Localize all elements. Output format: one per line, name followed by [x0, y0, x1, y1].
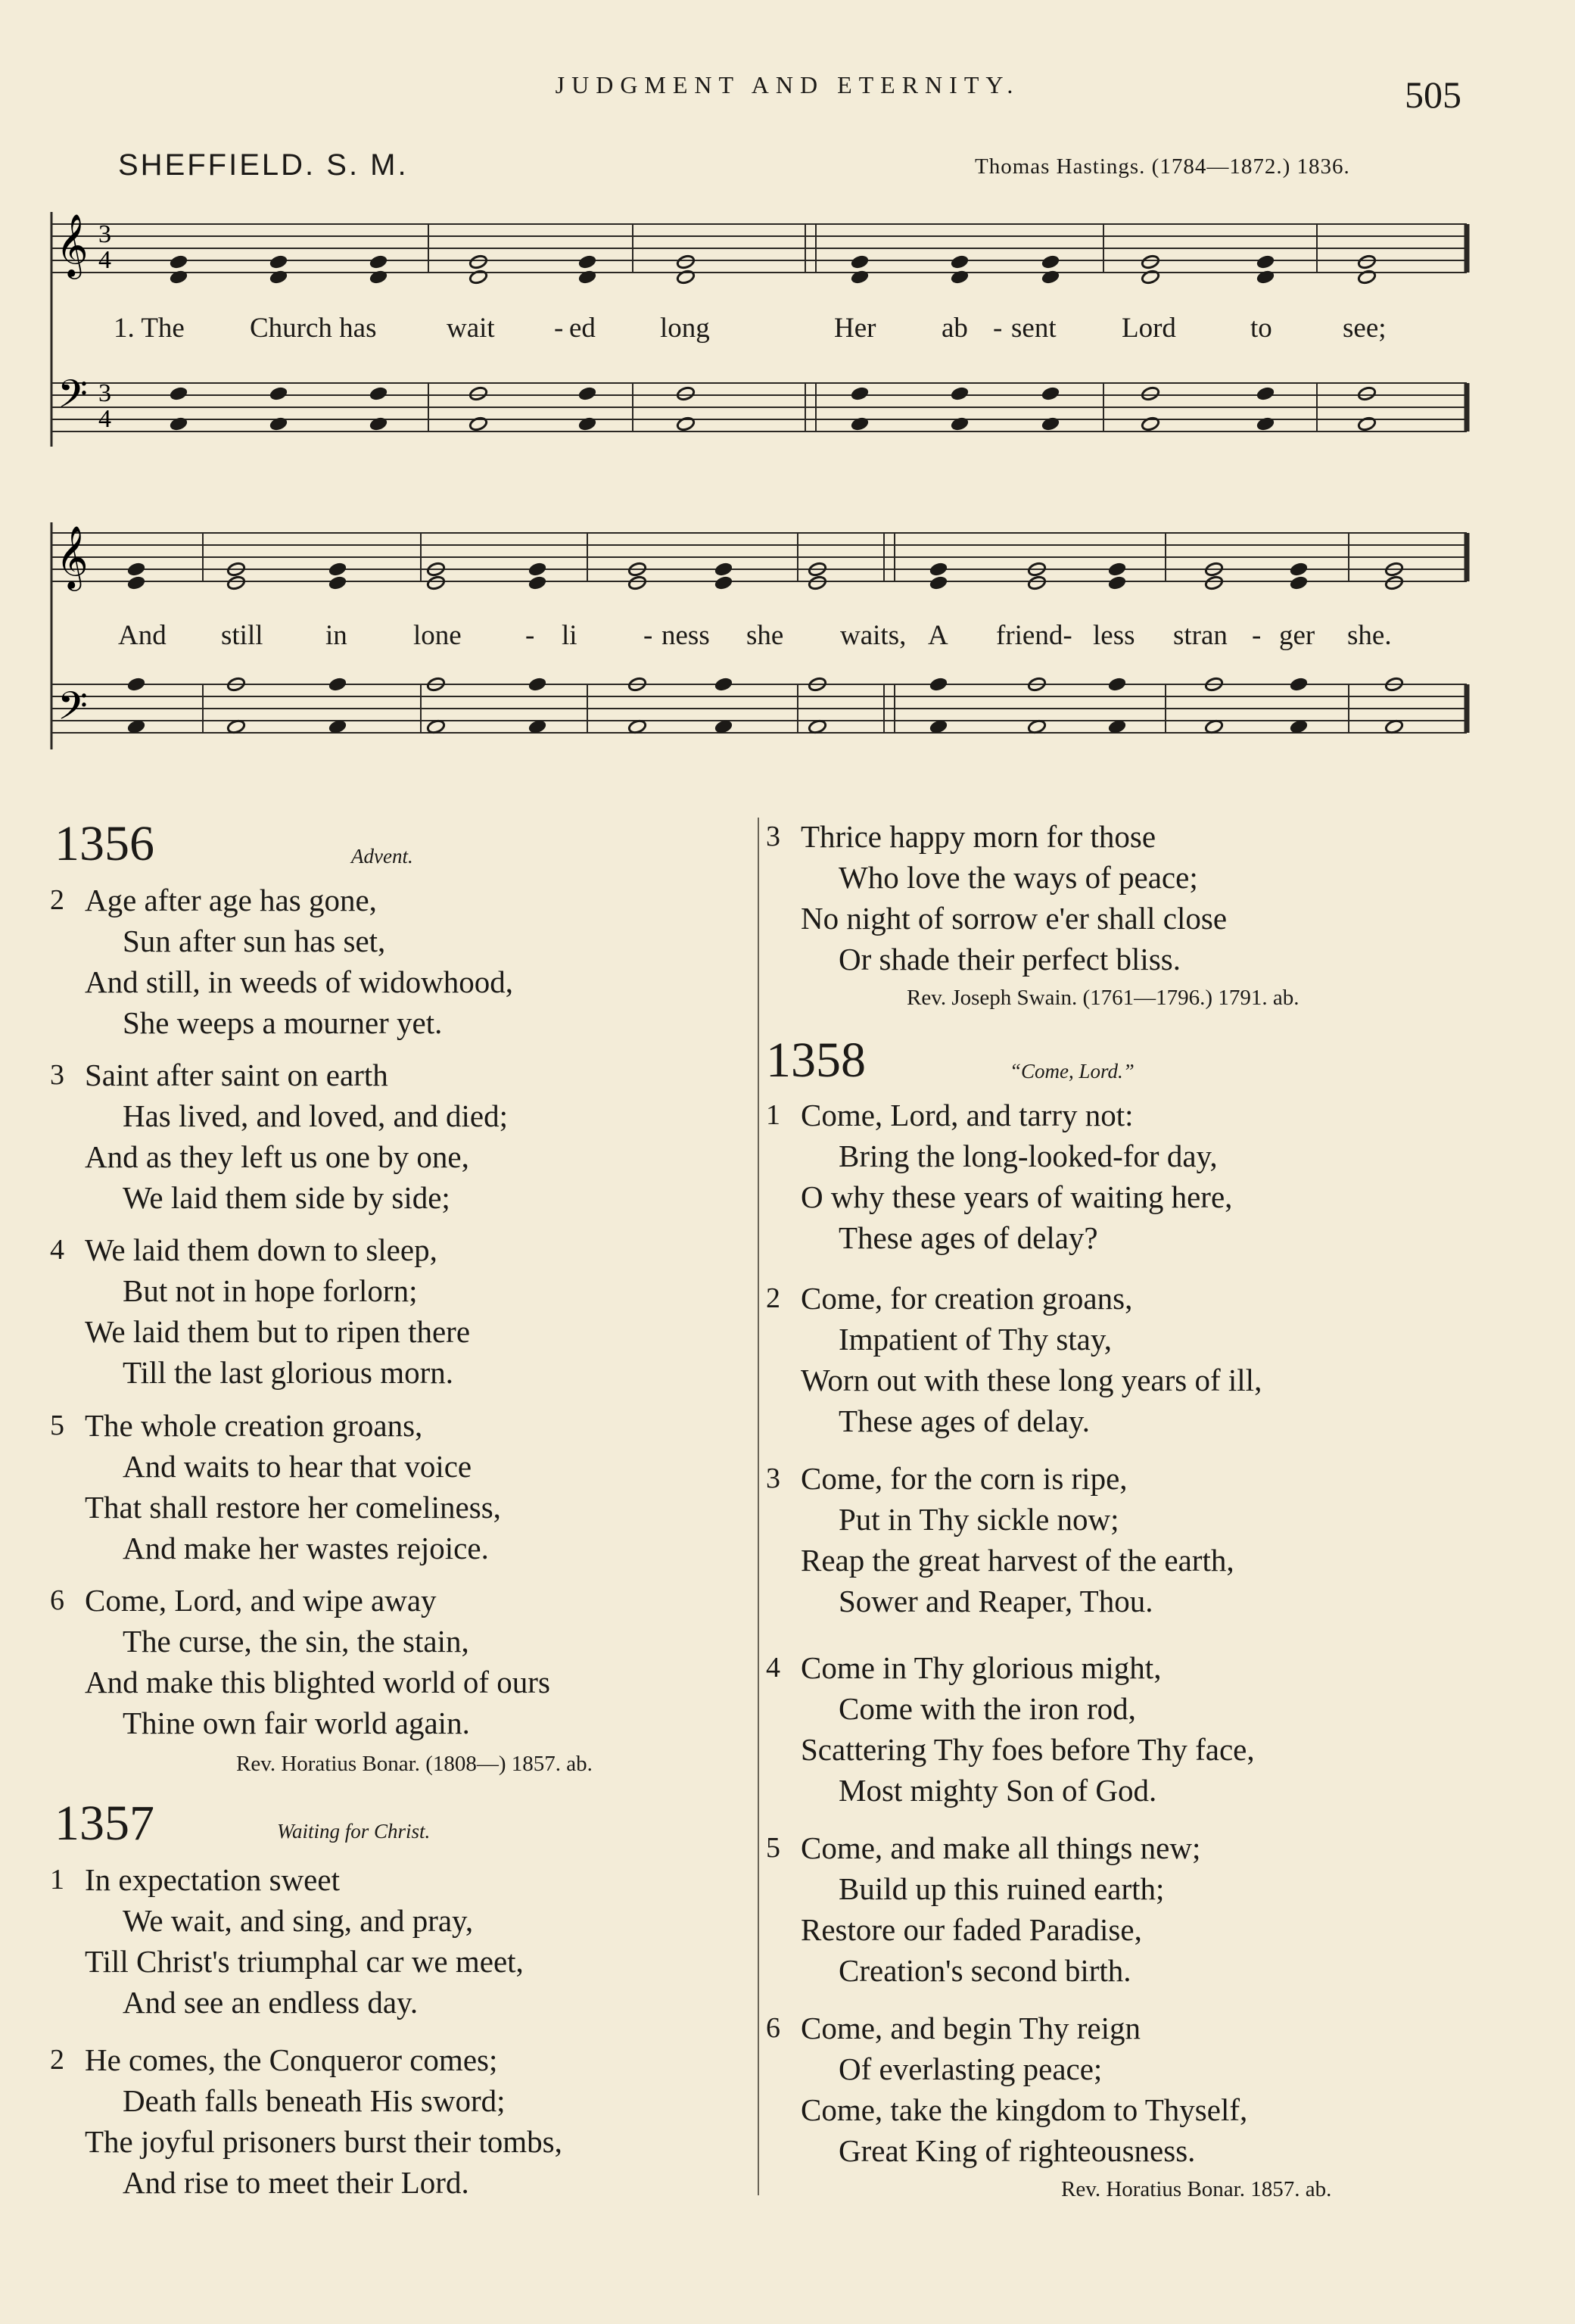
verse-line: Worn out with these long years of ill, — [801, 1363, 1262, 1397]
verse-number: 4 — [766, 1652, 780, 1684]
note-head — [269, 269, 288, 285]
note-head — [468, 386, 487, 402]
verse-line: The joyful prisoners burst their tombs, — [85, 2124, 562, 2159]
hymn-title: Waiting for Christ. — [277, 1820, 431, 1843]
verse-line: Come, and begin Thy reign — [801, 2011, 1141, 2045]
note-head — [929, 562, 948, 578]
note-head — [676, 386, 695, 402]
note-head — [929, 677, 948, 693]
note-head — [1141, 269, 1159, 285]
note-head — [676, 416, 695, 432]
note-head — [676, 254, 695, 270]
note-head — [577, 269, 596, 285]
note-head — [1256, 254, 1275, 270]
note-head — [1041, 416, 1060, 432]
verse-line: He comes, the Conqueror comes; — [85, 2042, 498, 2077]
verse-line: She weeps a mourner yet. — [123, 1005, 443, 1040]
note-head — [1256, 416, 1275, 432]
note-head — [1107, 562, 1126, 578]
tune-composer: Thomas Hastings. (1784—1872.) 1836. — [975, 154, 1350, 179]
lyric-syllable: lone — [413, 620, 462, 651]
lyric-syllable: - — [525, 620, 535, 651]
note-head — [269, 254, 288, 270]
verse-line: We laid them but to ripen there — [85, 1314, 471, 1349]
note-head — [528, 575, 546, 591]
page-number: 505 — [1405, 73, 1461, 116]
verse — [50, 1055, 508, 1218]
note-head — [627, 575, 646, 591]
lyric-syllable: ger — [1279, 620, 1315, 651]
verse-number: 3 — [766, 1463, 780, 1494]
note-head — [950, 269, 969, 285]
note-head — [850, 269, 869, 285]
note-head — [1256, 386, 1275, 402]
verse-line: Bring the long-looked-for day, — [839, 1139, 1218, 1173]
verse-line: Creation's second birth. — [839, 1953, 1131, 1988]
verse — [50, 2039, 562, 2203]
verse-line: Of everlasting peace; — [839, 2051, 1103, 2086]
note-head — [1107, 677, 1126, 693]
verse-line: Impatient of Thy stay, — [839, 1322, 1112, 1357]
verse — [766, 1095, 1233, 1258]
note-head — [1357, 386, 1376, 402]
verse — [50, 1859, 524, 2023]
verse-line: We laid them side by side; — [123, 1180, 450, 1215]
lyric-syllable: wait — [447, 313, 495, 344]
verse-line: And waits to hear that voice — [123, 1449, 472, 1484]
note-head — [1141, 386, 1159, 402]
verse-line: Age after age has gone, — [85, 883, 377, 917]
lyric-syllable: friend- — [996, 620, 1072, 651]
lyric-syllable: less — [1093, 620, 1135, 651]
lyric-syllable: she — [746, 620, 784, 651]
hymn-number: 1358 — [766, 1033, 866, 1088]
lyric-syllable: - — [643, 620, 653, 651]
verse-number: 4 — [50, 1234, 64, 1266]
verse-number: 3 — [766, 821, 780, 852]
verse-line: Has lived, and loved, and died; — [123, 1098, 508, 1133]
hymn-attribution: Rev. Horatius Bonar. (1808—) 1857. ab. — [236, 1752, 593, 1776]
verse-line: Sun after sun has set, — [123, 924, 386, 958]
lyric-syllable: Lord — [1122, 313, 1176, 344]
note-head — [468, 269, 487, 285]
verse-line: That shall restore her comeliness, — [85, 1490, 501, 1525]
note-head — [369, 386, 388, 402]
note-head — [714, 562, 733, 578]
verse-line: Build up this ruined earth; — [839, 1871, 1165, 1906]
column-divider — [758, 818, 759, 2195]
note-head — [577, 254, 596, 270]
verse — [50, 1580, 550, 1743]
bass-clef-icon: 𝄢 — [58, 683, 88, 738]
lyric-syllable: 1. The — [114, 313, 185, 344]
note-head — [328, 677, 347, 693]
note-head — [1256, 269, 1275, 285]
note-head — [1204, 575, 1223, 591]
note-head — [169, 254, 188, 270]
note-head — [1041, 386, 1060, 402]
note-head — [714, 677, 733, 693]
verse-number: 1 — [50, 1864, 64, 1896]
lyric-syllable: in — [325, 620, 347, 651]
note-head — [369, 254, 388, 270]
note-head — [528, 677, 546, 693]
note-head — [714, 575, 733, 591]
verse-line: We wait, and sing, and pray, — [123, 1903, 474, 1938]
verse — [50, 1229, 471, 1393]
verse-line: Put in Thy sickle now; — [839, 1502, 1119, 1537]
verse-number: 5 — [766, 1832, 780, 1864]
verse-line: Death falls beneath His sword; — [123, 2083, 506, 2118]
verse-number: 2 — [50, 2044, 64, 2076]
verse-line: And see an endless day. — [123, 1985, 419, 2020]
note-head — [1289, 575, 1308, 591]
note-head — [328, 562, 347, 578]
note-head — [676, 269, 695, 285]
verse-line: Come, take the kingdom to Thyself, — [801, 2092, 1248, 2127]
note-head — [226, 575, 245, 591]
treble-clef-icon: 𝄞 — [56, 213, 89, 276]
hymn-number: 1357 — [54, 1796, 154, 1851]
lyric-syllable: ed — [569, 313, 596, 344]
note-head — [126, 677, 145, 693]
verse-number: 6 — [766, 2012, 780, 2044]
verse-number: 3 — [50, 1059, 64, 1091]
verse-line: These ages of delay. — [839, 1403, 1091, 1438]
note-head — [850, 254, 869, 270]
note-head — [1041, 254, 1060, 270]
verse-line: Thine own fair world again. — [123, 1706, 470, 1740]
note-head — [426, 575, 445, 591]
note-head — [468, 416, 487, 432]
verse — [766, 1827, 1201, 1991]
lyric-syllable: still — [221, 620, 263, 651]
time-sig-den-treble-1: 4 — [98, 246, 111, 274]
note-head — [126, 562, 145, 578]
verse-line: Saint after saint on earth — [85, 1058, 388, 1092]
verse-line: Till Christ's triumphal car we meet, — [85, 1944, 524, 1979]
time-sig-num-treble-1: 3 — [98, 220, 111, 248]
note-head — [1041, 269, 1060, 285]
note-head — [1357, 269, 1376, 285]
verse-line: Scattering Thy foes before Thy face, — [801, 1732, 1255, 1767]
verse-number: 6 — [50, 1584, 64, 1616]
lyric-syllable: - — [993, 313, 1003, 344]
lyric-syllable: long — [660, 313, 710, 344]
verse-line: Come, for creation groans, — [801, 1281, 1133, 1316]
note-head — [950, 416, 969, 432]
verse-line: Most mighty Son of God. — [839, 1773, 1157, 1808]
verse-line: Or shade their perfect bliss. — [839, 942, 1181, 977]
verse-line: Who love the ways of peace; — [839, 860, 1198, 895]
note-head — [950, 386, 969, 402]
verse — [766, 816, 1228, 980]
verse — [50, 880, 513, 1043]
verse-line: Come, and make all things new; — [801, 1830, 1201, 1865]
verse-line: Till the last glorious morn. — [123, 1355, 453, 1390]
verse-number: 2 — [766, 1282, 780, 1314]
lyric-syllable: ness — [661, 620, 710, 651]
note-head — [528, 562, 546, 578]
verse-line: Come, Lord, and tarry not: — [801, 1098, 1134, 1132]
verse — [766, 1458, 1234, 1622]
note-head — [169, 269, 188, 285]
musical-score — [0, 0, 1575, 787]
lyric-syllable: Her — [834, 313, 876, 344]
hymn-attribution: Rev. Joseph Swain. (1761—1796.) 1791. ab. — [907, 986, 1300, 1010]
lyric-syllable: waits, — [840, 620, 907, 651]
note-head — [169, 416, 188, 432]
note-head — [1357, 416, 1376, 432]
verse-line: And as they left us one by one, — [85, 1139, 469, 1174]
verse-line: But not in hope forlorn; — [123, 1273, 418, 1308]
note-head — [1357, 254, 1376, 270]
note-head — [850, 386, 869, 402]
verse — [766, 1278, 1262, 1441]
time-sig-num-bass-1: 3 — [98, 379, 111, 407]
verse-line: Come, Lord, and wipe away — [85, 1583, 437, 1618]
note-head — [577, 416, 596, 432]
note-head — [1289, 562, 1308, 578]
hymn-attribution: Rev. Horatius Bonar. 1857. ab. — [1061, 2177, 1332, 2201]
bass-clef-icon: 𝄢 — [58, 371, 88, 426]
verse-line: And still, in weeds of widowhood, — [85, 964, 513, 999]
verse-number: 1 — [766, 1099, 780, 1131]
verse-line: Sower and Reaper, Thou. — [839, 1584, 1153, 1618]
running-head: JUDGMENT AND ETERNITY. — [555, 71, 1020, 98]
hymn-title: Advent. — [351, 845, 413, 868]
verse-line: We laid them down to sleep, — [85, 1232, 437, 1267]
tune-name: SHEFFIELD. S. M. — [118, 148, 409, 182]
lyric-syllable: to — [1250, 313, 1272, 344]
verse-line: Come with the iron rod, — [839, 1691, 1136, 1726]
note-head — [468, 254, 487, 270]
verse-line: The curse, the sin, the stain, — [123, 1624, 469, 1659]
verse-line: In expectation sweet — [85, 1862, 340, 1897]
verse-line: And make her wastes rejoice. — [123, 1531, 489, 1565]
verse-line: Come, for the corn is ripe, — [801, 1461, 1128, 1496]
note-head — [1141, 416, 1159, 432]
lyric-syllable: - — [554, 313, 564, 344]
verse-line: Come in Thy glorious might, — [801, 1650, 1162, 1685]
note-head — [269, 386, 288, 402]
verse — [766, 1647, 1255, 1811]
lyric-syllable: - — [1252, 620, 1262, 651]
note-head — [950, 254, 969, 270]
note-head — [1141, 254, 1159, 270]
note-head — [929, 575, 948, 591]
hymn-number: 1356 — [54, 816, 154, 871]
note-head — [1384, 575, 1403, 591]
note-head — [577, 386, 596, 402]
verse-number: 5 — [50, 1410, 64, 1441]
verse-line: Restore our faded Paradise, — [801, 1912, 1142, 1947]
verse — [766, 2008, 1248, 2171]
note-head — [1289, 677, 1308, 693]
lyric-syllable: Church has — [250, 313, 377, 344]
note-head — [1027, 575, 1046, 591]
time-sig-den-bass-1: 4 — [98, 405, 111, 433]
note-head — [369, 416, 388, 432]
note-head — [269, 416, 288, 432]
verse-line: Thrice happy morn for those — [801, 819, 1156, 854]
verse-number: 2 — [50, 884, 64, 916]
lyric-syllable: ab — [942, 313, 968, 344]
treble-clef-icon: 𝄞 — [56, 525, 89, 588]
verse-line: These ages of delay? — [839, 1220, 1098, 1255]
hymn-title: “Come, Lord.” — [1010, 1060, 1135, 1083]
note-head — [328, 575, 347, 591]
note-head — [1107, 575, 1126, 591]
note-head — [169, 386, 188, 402]
lyric-syllable: she. — [1347, 620, 1392, 651]
note-head — [126, 575, 145, 591]
lyric-syllable: sent — [1011, 313, 1057, 344]
verse — [50, 1405, 501, 1569]
verse-line: Reap the great harvest of the earth, — [801, 1543, 1234, 1578]
note-head — [369, 269, 388, 285]
verse-line: No night of sorrow e'er shall close — [801, 901, 1228, 936]
note-head — [808, 575, 826, 591]
verse-line: The whole creation groans, — [85, 1408, 423, 1443]
lyric-syllable: stran — [1173, 620, 1228, 651]
lyric-syllable: see; — [1343, 313, 1387, 344]
lyric-syllable: And — [118, 620, 167, 651]
verse-line: And make this blighted world of ours — [85, 1665, 550, 1699]
lyric-syllable: A — [928, 620, 948, 651]
verse-line: O why these years of waiting here, — [801, 1179, 1233, 1214]
lyric-syllable: li — [562, 620, 577, 651]
verse-line: And rise to meet their Lord. — [123, 2165, 469, 2200]
verse-line: Great King of righteousness. — [839, 2133, 1196, 2168]
note-head — [850, 416, 869, 432]
